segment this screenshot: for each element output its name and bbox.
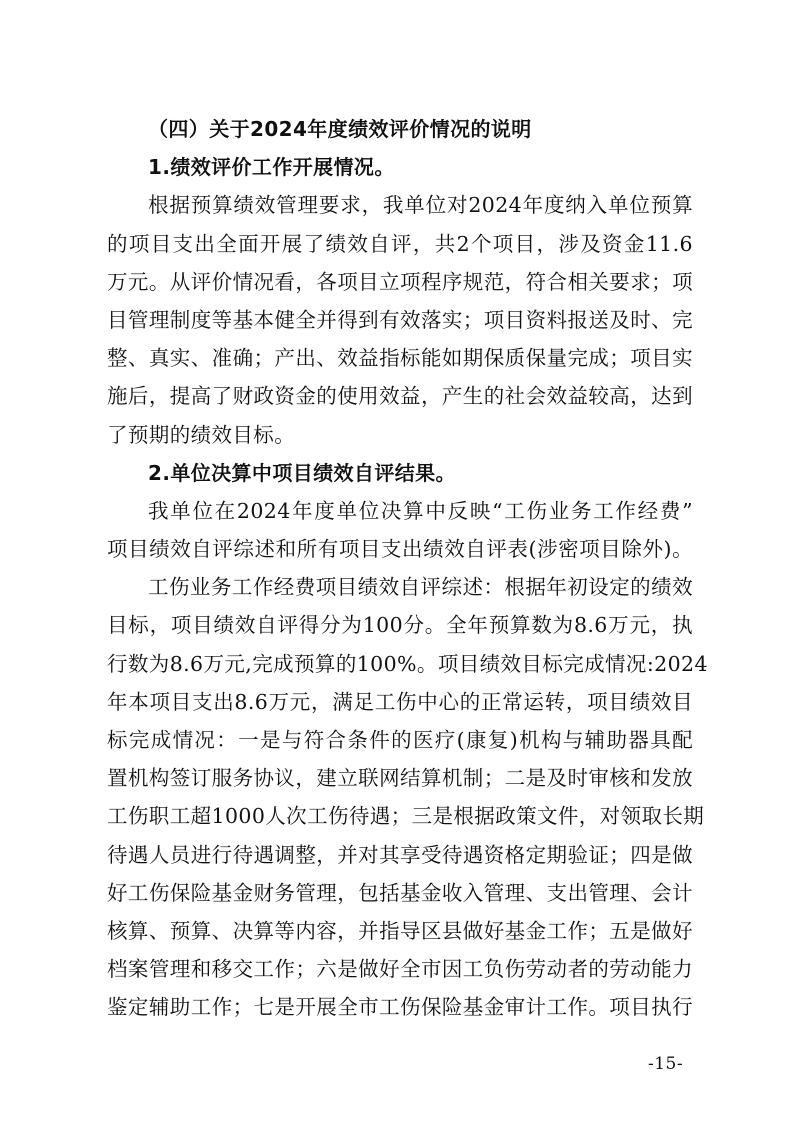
paragraph-line: 整、真实、准确；产出、效益指标能如期保质保量完成；项目实 bbox=[107, 346, 693, 371]
paragraph-line: 核算、预算、决算等内容，并指导区县做好基金工作；五是做好 bbox=[107, 918, 693, 943]
subheading-self-evaluation-results: 2.单位决算中项目绩效自评结果。 bbox=[148, 460, 456, 485]
paragraph-line: 了预期的绩效目标。 bbox=[107, 422, 296, 447]
paragraph-line: 施后，提高了财政资金的使用效益，产生的社会效益较高，达到 bbox=[107, 384, 693, 409]
section-heading: （四）关于2024年度绩效评价情况的说明 bbox=[148, 117, 532, 141]
paragraph-line: 万元。从评价情况看，各项目立项程序规范，符合相关要求；项 bbox=[107, 269, 693, 294]
paragraph-line: 的项目支出全面开展了绩效自评，共2个项目，涉及资金11.6 bbox=[107, 231, 693, 256]
paragraph-line: 项目绩效自评综述和所有项目支出绩效自评表(涉密项目除外)。 bbox=[107, 537, 693, 562]
paragraph-line: 我单位在2024年度单位决算中反映“工伤业务工作经费” bbox=[148, 498, 693, 523]
paragraph-line: 档案管理和移交工作；六是做好全市因工负伤劳动者的劳动能力 bbox=[107, 957, 693, 982]
paragraph-line: 工伤业务工作经费项目绩效自评综述：根据年初设定的绩效 bbox=[148, 575, 693, 600]
paragraph-line: 目管理制度等基本健全并得到有效落实；项目资料报送及时、完 bbox=[107, 307, 693, 332]
paragraph-line: 工伤职工超1000人次工伤待遇；三是根据政策文件，对领取长期 bbox=[107, 804, 705, 829]
paragraph-line: 根据预算绩效管理要求，我单位对2024年度纳入单位预算 bbox=[148, 193, 693, 218]
paragraph-line: 标完成情况：一是与符合条件的医疗(康复)机构与辅助器具配 bbox=[107, 728, 693, 752]
page-number: -15- bbox=[648, 1054, 684, 1074]
paragraph-line: 行数为8.6万元,完成预算的100%。项目绩效目标完成情况:2024 bbox=[107, 651, 708, 676]
paragraph-line: 年本项目支出8.6万元，满足工伤中心的正常运转，项目绩效目 bbox=[107, 689, 693, 714]
paragraph-line: 待遇人员进行待遇调整，并对其享受待遇资格定期验证；四是做 bbox=[107, 842, 693, 867]
paragraph-line: 目标，项目绩效自评得分为100分。全年预算数为8.6万元，执 bbox=[107, 613, 693, 638]
paragraph-line: 鉴定辅助工作；七是开展全市工伤保险基金审计工作。项目执行 bbox=[107, 995, 693, 1020]
document-body bbox=[107, 110, 708, 1027]
subheading-performance-evaluation: 1.绩效评价工作开展情况。 bbox=[148, 155, 395, 180]
paragraph-line: 置机构签订服务协议，建立联网结算机制；二是及时审核和发放 bbox=[107, 766, 693, 791]
paragraph-line: 好工伤保险基金财务管理，包括基金收入管理、支出管理、会计 bbox=[107, 880, 693, 905]
